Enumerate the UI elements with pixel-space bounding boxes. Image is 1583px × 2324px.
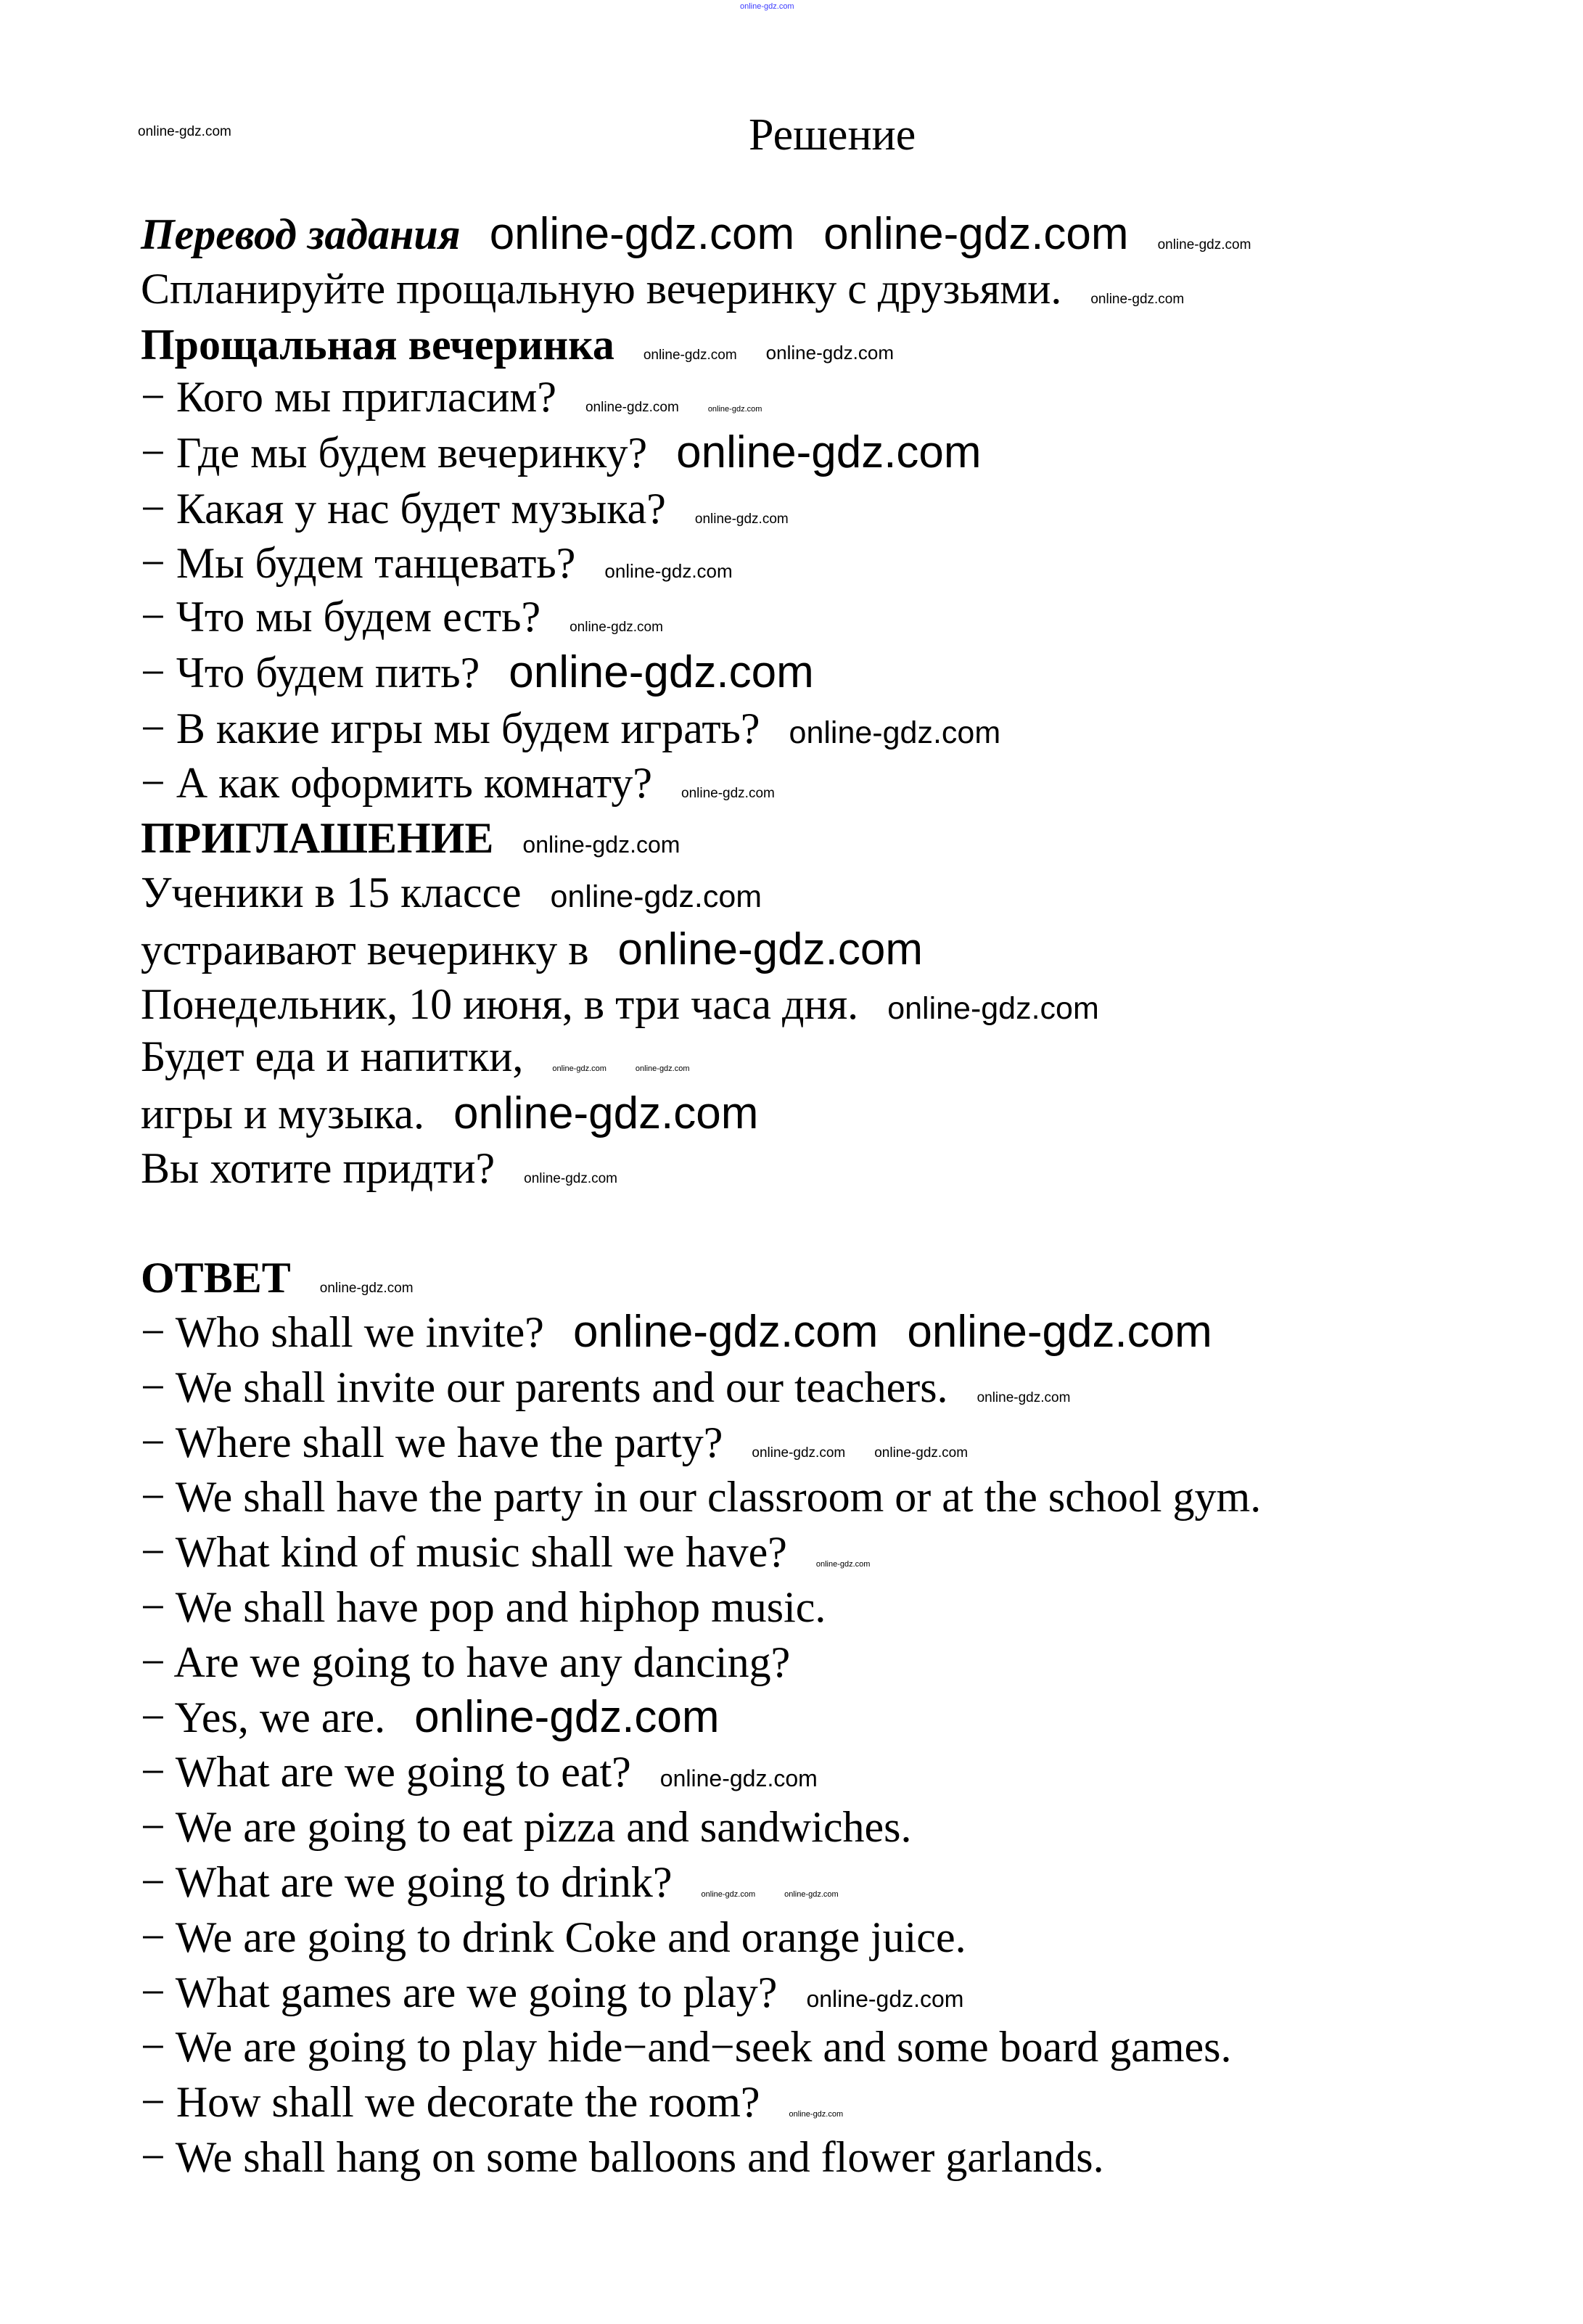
watermark: online-gdz.com — [604, 560, 733, 582]
watermark: online-gdz.com — [815, 1560, 871, 1569]
answer-line: − Who shall we invite? — [141, 1308, 544, 1356]
plan-row — [141, 371, 762, 422]
invitation-line: устраивают вечеринку в — [141, 926, 589, 974]
answer-row — [141, 1471, 1261, 1522]
watermark: online-gdz.com — [524, 1171, 617, 1186]
watermark: online-gdz.com — [1157, 237, 1251, 252]
task-heading-row — [141, 209, 1251, 260]
invitation-row — [141, 1031, 690, 1082]
plan-row — [141, 538, 733, 588]
invitation-row — [141, 924, 923, 975]
invitation-line: Будет еда и напитки, — [141, 1032, 524, 1080]
answer-line: − Yes, we are. — [141, 1693, 386, 1741]
watermark: online-gdz.com — [752, 1445, 846, 1461]
answer-line: − What are we going to drink? — [141, 1858, 673, 1906]
answer-line: − We are going to drink Coke and orange juice. — [141, 1913, 966, 1961]
answer-line: − Are we going to have any dancing? — [141, 1638, 791, 1686]
answer-row — [141, 2132, 1104, 2183]
plan-item: − А как оформить комнату? — [141, 759, 652, 807]
watermark: online-gdz.com — [617, 924, 923, 974]
plan-item: − Где мы будем вечеринку? — [141, 429, 648, 477]
watermark: online-gdz.com — [740, 2, 794, 11]
watermark: online-gdz.com — [806, 1985, 964, 2012]
plan-heading-row — [141, 319, 894, 370]
answer-row — [141, 1692, 720, 1743]
invitation-row — [141, 1143, 617, 1194]
watermark: online-gdz.com — [522, 832, 681, 858]
answer-line: − We are going to play hide−and−seek and some board games. — [141, 2023, 1232, 2072]
watermark: online-gdz.com — [509, 647, 814, 697]
answer-row — [141, 1582, 826, 1633]
answer-line: − We shall hang on some balloons and flower garlands. — [141, 2133, 1104, 2181]
answer-heading-row — [141, 1252, 414, 1303]
watermark: online-gdz.com — [887, 991, 1099, 1026]
watermark: online-gdz.com — [907, 1307, 1212, 1357]
plan-row — [141, 483, 789, 534]
answer-line: − How shall we decorate the room? — [141, 2078, 760, 2127]
watermark: online-gdz.com — [453, 1088, 759, 1138]
watermark: online-gdz.com — [874, 1445, 969, 1461]
answer-row — [141, 1967, 963, 2018]
answer-heading: ОТВЕТ — [141, 1254, 291, 1302]
watermark: online-gdz.com — [765, 342, 894, 364]
plan-item: − Что мы будем есть? — [141, 593, 541, 641]
answer-row — [141, 2077, 843, 2127]
invitation-row — [141, 867, 762, 918]
plan-item: − Что будем пить? — [141, 649, 480, 697]
answer-row — [141, 1802, 912, 1852]
page-title: Решение — [749, 110, 916, 160]
watermark: online-gdz.com — [585, 400, 679, 415]
watermark: online-gdz.com — [552, 1064, 607, 1073]
watermark: online-gdz.com — [823, 209, 1129, 259]
watermark: online-gdz.com — [707, 405, 762, 414]
answer-line: − What games are we going to play? — [141, 1968, 778, 2016]
watermark: online-gdz.com — [414, 1691, 720, 1742]
watermark: online-gdz.com — [572, 1307, 879, 1357]
watermark: online-gdz.com — [701, 1890, 756, 1899]
answer-row — [141, 1637, 790, 1688]
watermark: online-gdz.com — [489, 209, 795, 259]
answer-line: − What kind of music shall we have? — [141, 1528, 787, 1577]
invitation-heading: ПРИГЛАШЕНИЕ — [141, 814, 494, 862]
watermark: online-gdz.com — [138, 124, 231, 139]
answer-line: − We shall invite our parents and our teachers. — [141, 1363, 948, 1411]
plan-row — [141, 647, 814, 698]
answer-row — [141, 1307, 1212, 1358]
watermark: online-gdz.com — [681, 786, 775, 801]
plan-item: − В какие игры мы будем играть? — [141, 705, 760, 752]
watermark: online-gdz.com — [784, 1890, 839, 1899]
task-text: Спланируйте прощальную вечеринку с друзьями. — [141, 265, 1062, 313]
task-text-row — [141, 263, 1184, 314]
watermark: online-gdz.com — [643, 348, 737, 363]
watermark: online-gdz.com — [976, 1389, 1071, 1405]
answer-line: − What are we going to eat? — [141, 1748, 631, 1797]
plan-row — [141, 591, 663, 642]
plan-row — [141, 757, 775, 808]
answer-row — [141, 1362, 1070, 1413]
invitation-row — [141, 1088, 758, 1139]
plan-heading: Прощальная вечеринка — [141, 321, 614, 369]
watermark: online-gdz.com — [789, 715, 1001, 750]
watermark: online-gdz.com — [659, 1765, 818, 1792]
invitation-line: Вы хотите придти? — [141, 1144, 496, 1192]
answer-row — [141, 1527, 870, 1577]
watermark: online-gdz.com — [694, 512, 789, 527]
watermark: online-gdz.com — [570, 620, 663, 635]
plan-row — [141, 427, 982, 478]
watermark: online-gdz.com — [319, 1281, 414, 1296]
watermark: online-gdz.com — [789, 2110, 844, 2119]
plan-item: − Кого мы пригласим? — [141, 373, 556, 421]
invitation-line: игры и музыка. — [141, 1090, 424, 1138]
answer-line: − We shall have the party in our classroom or at the school gym. — [141, 1473, 1262, 1522]
plan-row — [141, 703, 1000, 754]
invitation-heading-row — [141, 813, 680, 863]
answer-row — [141, 1912, 966, 1963]
answer-row — [141, 1417, 968, 1468]
task-heading: Перевод задания — [141, 210, 461, 258]
watermark: online-gdz.com — [635, 1064, 690, 1073]
watermark: online-gdz.com — [550, 879, 762, 914]
invitation-line: Ученики в 15 классе — [141, 869, 522, 916]
answer-line: − We shall have pop and hiphop music. — [141, 1583, 826, 1631]
invitation-line: Понедельник, 10 июня, в три часа дня. — [141, 980, 859, 1028]
plan-item: − Какая у нас будет музыка? — [141, 485, 666, 533]
answer-row — [141, 1857, 839, 1908]
answer-row — [141, 1746, 818, 1797]
answer-line: − We are going to eat pizza and sandwiches. — [141, 1803, 912, 1852]
watermark: online-gdz.com — [1090, 292, 1185, 307]
answer-row — [141, 2021, 1232, 2072]
plan-item: − Мы будем танцевать? — [141, 539, 576, 587]
invitation-row — [141, 979, 1099, 1030]
watermark: online-gdz.com — [676, 427, 982, 477]
answer-line: − Where shall we have the party? — [141, 1418, 723, 1466]
